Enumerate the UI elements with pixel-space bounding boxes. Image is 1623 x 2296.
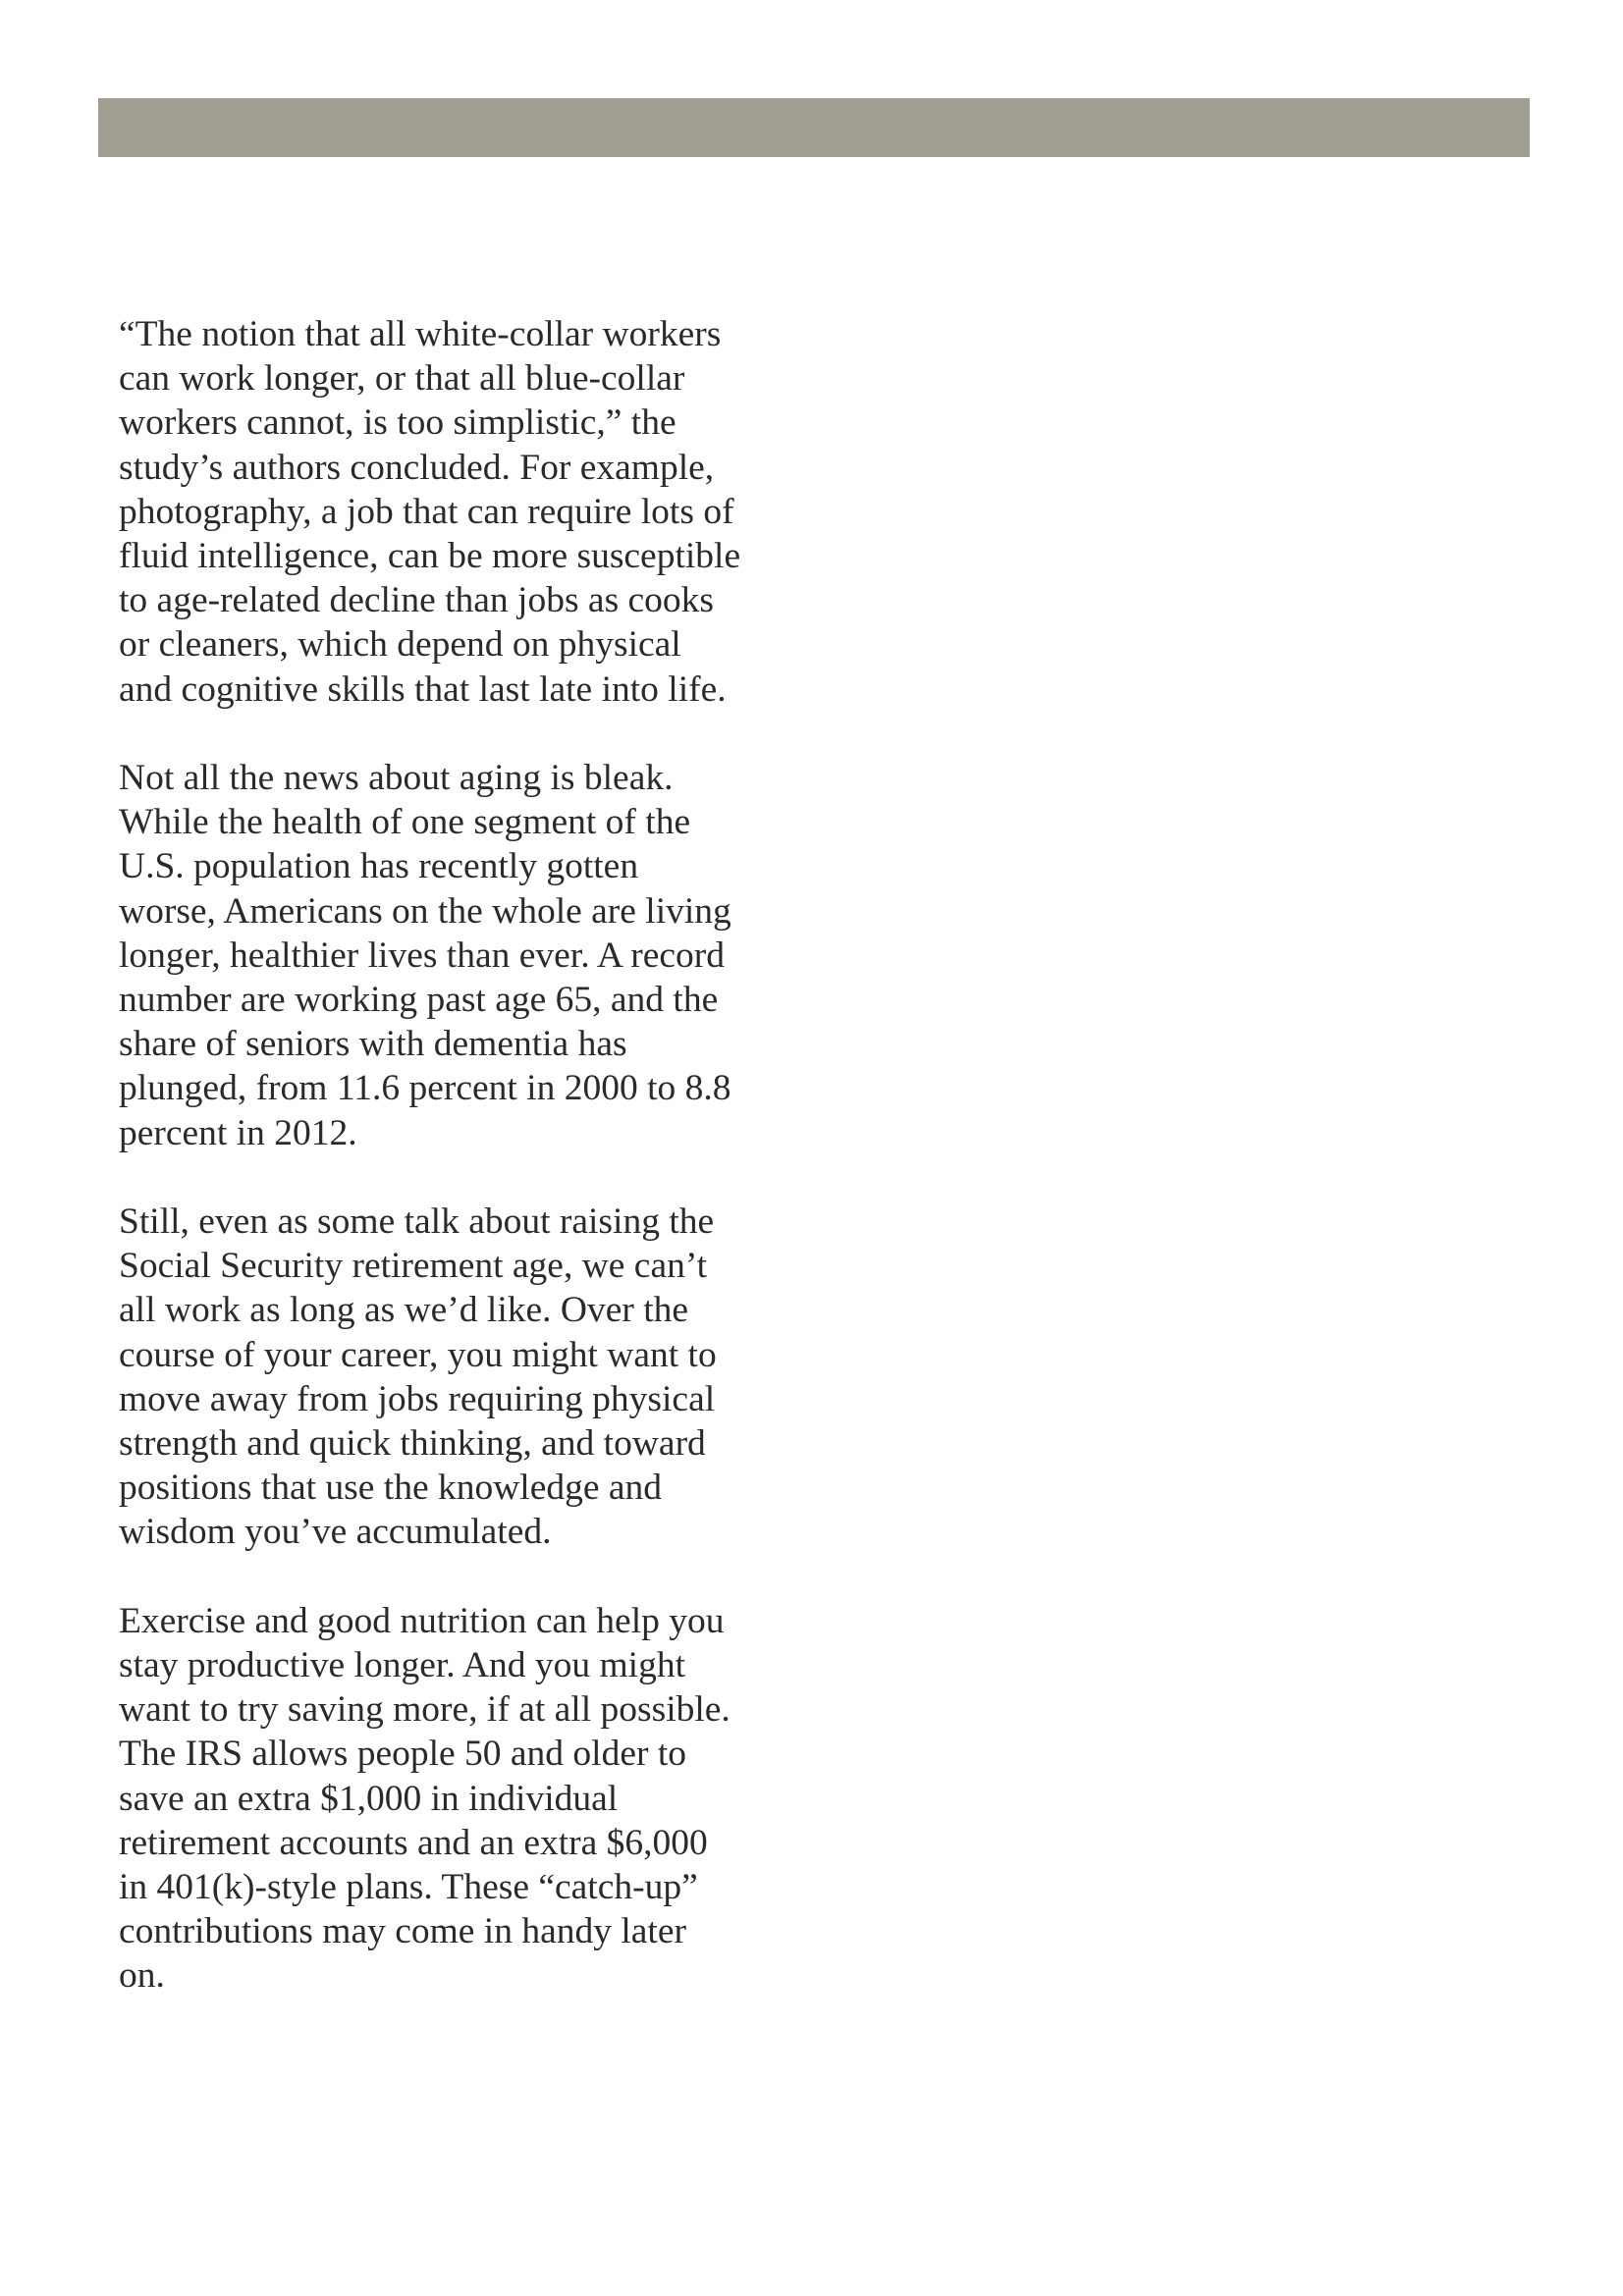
paragraph-3: Still, even as some talk about raising the Social Security retirement age, we can’t all work as long as we’d like. Over the course of your career, you might want to move away from jobs requiring physical strength and quick thinking, and toward positions that use the knowledge and wisdom you’ve accumulated.	[119, 1201, 717, 1553]
header-band	[98, 98, 1530, 157]
article-body	[119, 312, 826, 2043]
paragraph-4: Exercise and good nutrition can help you stay productive longer. And you might want to try saving more, if at all possible. The IRS allows people 50 and older to save an extra $1,000 in individual retirement accounts and an extra $6,000 in 401(k)-style plans. These “catch-up” contributions may come in handy later on.	[119, 1600, 730, 1997]
paragraph-2: Not all the news about aging is bleak. While the health of one segment of the U.S. population has recently gotten worse, Americans on the whole are living longer, healthier lives than ever. A record number are working past age 65, and the share of seniors with dementia has plunged, from 11.6 percent in 2000 to 8.8 percent in 2012.	[119, 758, 731, 1153]
paragraph-1: “The notion that all white-collar workers can work longer, or that all blue-collar workers cannot, is too simplistic,” the study’s authors concluded. For example, photography, a job that can require lots of fluid intelligence, can be more susceptible to age-related decline than jobs as cooks or cleaners, which depend on physical and cognitive skills that last late into life.	[119, 314, 741, 710]
